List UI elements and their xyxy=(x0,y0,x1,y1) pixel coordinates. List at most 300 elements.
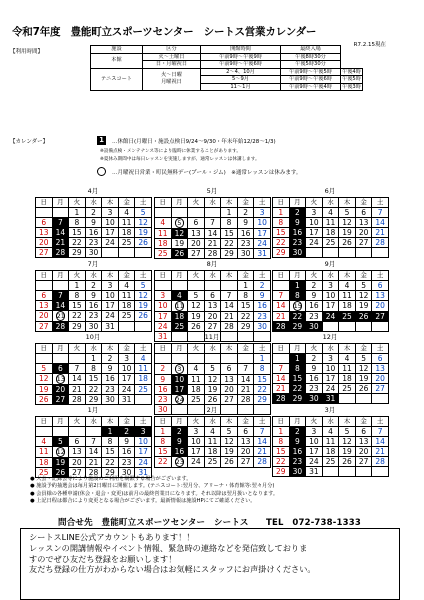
weekday-header: 金 xyxy=(118,271,135,281)
day-cell: 12 xyxy=(339,218,356,228)
day-cell: 16 xyxy=(155,384,172,394)
day-cell: 17 xyxy=(102,301,119,311)
day-cell: 25 xyxy=(339,311,356,321)
day-cell: 2 xyxy=(237,208,254,218)
day-cell: 12 xyxy=(355,364,372,374)
day-cell: 8 xyxy=(289,364,306,374)
day-cell: 3 xyxy=(102,208,119,218)
hours-header: 開館時間 xyxy=(201,46,281,54)
weekday-header: 月 xyxy=(52,417,69,427)
day-cell: 17 xyxy=(155,311,172,321)
day-cell: 9 xyxy=(306,364,323,374)
day-cell: 1 xyxy=(102,427,119,437)
empty-day xyxy=(322,248,339,258)
empty-day xyxy=(306,248,323,258)
empty-day xyxy=(322,467,339,477)
day-cell: 30 xyxy=(306,394,323,404)
day-cell: 4 xyxy=(155,218,172,229)
day-cell: 1 xyxy=(85,354,102,364)
day-cell: 2 xyxy=(289,208,306,218)
day-cell: 7 xyxy=(85,437,102,447)
empty-day xyxy=(36,354,53,364)
month-grid xyxy=(272,270,389,332)
hours-cell: 2～4、10月 xyxy=(201,68,281,76)
day-cell: 22 xyxy=(85,384,102,394)
day-cell: 18 xyxy=(135,374,152,385)
hours-cell: 日・月曜祝日 xyxy=(143,61,201,69)
day-cell: 27 xyxy=(237,457,254,468)
day-cell: 3 xyxy=(102,281,119,291)
day-cell: 15 xyxy=(69,228,86,238)
day-cell: 5 xyxy=(339,208,356,218)
day-cell: 7 xyxy=(237,364,254,375)
weekday-header: 土 xyxy=(372,417,389,427)
day-cell: 23 xyxy=(171,457,188,468)
day-cell: 22 xyxy=(273,457,290,467)
day-cell: 19 xyxy=(188,311,205,321)
month-name: 12月 xyxy=(322,333,338,341)
day-cell: 22 xyxy=(102,457,119,467)
day-cell: 11 xyxy=(339,291,356,301)
day-cell: 7 xyxy=(254,427,271,437)
day-cell: 27 xyxy=(188,248,205,258)
day-cell: 5 xyxy=(355,354,372,364)
empty-day xyxy=(372,321,389,331)
day-cell: 27 xyxy=(355,457,372,467)
empty-day xyxy=(36,281,53,291)
hours-header: 最終入場 xyxy=(281,46,341,54)
day-cell: 16 xyxy=(85,228,102,238)
empty-day xyxy=(36,427,53,437)
day-cell: 10 xyxy=(171,374,188,384)
empty-day xyxy=(36,208,53,218)
day-cell: 5 xyxy=(221,427,238,437)
hours-cell: 午後5時 xyxy=(342,76,361,82)
weekday-header: 土 xyxy=(372,344,389,354)
hours-header: 施設 xyxy=(91,46,143,54)
legend-circle-text: …月曜祝日営業・町民無料デー(プール・ジム) ※通常レッスンは休みます。 xyxy=(112,170,302,176)
day-cell: 28 xyxy=(52,248,69,258)
weekday-header: 水 xyxy=(204,271,221,281)
month-grid xyxy=(35,416,152,478)
day-cell: 2 xyxy=(171,427,188,437)
day-cell: 19 xyxy=(135,301,152,311)
day-cell: 23 xyxy=(85,238,102,248)
day-cell: 10 xyxy=(306,218,323,228)
tennis-kubun-line: 火～日曜 xyxy=(161,72,182,79)
day-cell: 8 xyxy=(254,364,271,375)
month-name: 11月 xyxy=(204,333,220,341)
day-cell: 29 xyxy=(289,321,306,331)
month-grid xyxy=(154,416,271,468)
month-name: 7月 xyxy=(87,260,99,268)
day-cell: 31 xyxy=(155,331,172,341)
day-cell: 28 xyxy=(204,248,221,258)
empty-day xyxy=(204,354,221,364)
day-cell: 27 xyxy=(69,467,86,477)
day-cell: 25 xyxy=(118,238,135,248)
day-cell: 30 xyxy=(102,394,119,404)
weekday-header: 水 xyxy=(204,417,221,427)
weekday-header: 木 xyxy=(339,198,356,208)
hours-cell: 午前9時～午後4時 xyxy=(281,83,341,91)
day-cell: 3 xyxy=(188,427,205,437)
day-cell: 18 xyxy=(322,447,339,457)
day-cell: 8 xyxy=(85,364,102,374)
empty-day xyxy=(155,354,172,364)
weekday-header: 水 xyxy=(85,344,102,354)
day-cell: 26 xyxy=(188,321,205,331)
day-cell: 23 xyxy=(254,311,271,321)
day-cell: 29 xyxy=(289,394,306,404)
day-cell: 10 xyxy=(155,301,172,312)
weekday-header: 火 xyxy=(306,198,323,208)
day-cell: 23 xyxy=(289,238,306,248)
day-cell: 4 xyxy=(339,281,356,291)
day-cell: 8 xyxy=(69,291,86,301)
weekday-header: 木 xyxy=(221,344,238,354)
day-cell: 6 xyxy=(36,218,53,228)
day-cell: 10 xyxy=(322,291,339,301)
hours-cell: 午前9時～午後6時 xyxy=(281,76,341,84)
weekday-header: 日 xyxy=(273,198,290,208)
day-cell: 4 xyxy=(339,354,356,364)
day-cell: 11 xyxy=(36,447,53,458)
hours-cell: 午前9時～午後9時 xyxy=(201,53,281,61)
tennis-kubun-line: 月曜祝日 xyxy=(161,79,182,86)
day-cell: 7 xyxy=(273,364,290,374)
day-cell: 29 xyxy=(273,467,290,477)
day-cell: 22 xyxy=(237,311,254,321)
empty-day xyxy=(237,354,254,364)
empty-day xyxy=(102,248,119,258)
day-cell: 23 xyxy=(118,457,135,467)
day-cell: 14 xyxy=(372,437,389,447)
weekday-header: 日 xyxy=(36,198,53,208)
day-cell: 25 xyxy=(322,238,339,248)
day-cell: 24 xyxy=(155,321,172,331)
weekday-header: 金 xyxy=(118,417,135,427)
day-cell: 11 xyxy=(118,291,135,301)
weekday-header: 土 xyxy=(372,271,389,281)
weekday-header: 火 xyxy=(188,198,205,208)
day-cell: 11 xyxy=(322,437,339,447)
empty-day xyxy=(355,321,372,331)
day-cell: 17 xyxy=(135,447,152,458)
hours-cell: 11～1月 xyxy=(201,83,281,91)
day-cell: 3 xyxy=(254,208,271,218)
weekday-header: 土 xyxy=(135,344,152,354)
day-cell: 14 xyxy=(273,374,290,384)
month-name: 1月 xyxy=(87,406,99,414)
day-cell: 13 xyxy=(372,364,389,374)
day-cell: 17 xyxy=(171,384,188,394)
day-cell: 14 xyxy=(69,374,86,385)
day-cell: 14 xyxy=(52,301,69,311)
day-cell: 31 xyxy=(254,248,271,258)
day-cell: 12 xyxy=(339,437,356,447)
weekday-header: 日 xyxy=(36,271,53,281)
day-cell: 1 xyxy=(69,208,86,218)
weekday-header: 金 xyxy=(355,198,372,208)
day-cell: 2 xyxy=(306,354,323,364)
day-cell: 22 xyxy=(155,457,172,468)
day-cell: 16 xyxy=(102,374,119,385)
month-name: 3月 xyxy=(324,406,336,414)
day-cell: 30 xyxy=(289,248,306,258)
weekday-header: 火 xyxy=(306,417,323,427)
empty-day xyxy=(339,467,356,477)
month-name: 10月 xyxy=(85,333,101,341)
day-cell: 21 xyxy=(372,228,389,238)
weekday-header: 木 xyxy=(339,417,356,427)
day-cell: 7 xyxy=(372,427,389,437)
facility-name: テニスコート xyxy=(91,68,143,91)
facility-name: 本館 xyxy=(91,53,143,68)
page-title: 令和7年度 豊能町立スポーツセンター シートス営業カレンダー xyxy=(12,26,317,38)
day-cell: 21 xyxy=(85,457,102,467)
day-cell: 13 xyxy=(188,228,205,238)
weekday-header: 火 xyxy=(69,198,86,208)
day-cell: 15 xyxy=(85,374,102,385)
day-cell: 11 xyxy=(118,218,135,228)
day-cell: 13 xyxy=(355,437,372,447)
day-cell: 25 xyxy=(135,384,152,394)
day-cell: 27 xyxy=(36,321,53,331)
day-cell: 28 xyxy=(273,394,290,404)
day-cell: 14 xyxy=(204,228,221,238)
day-cell: 12 xyxy=(135,218,152,228)
day-cell: 28 xyxy=(237,394,254,405)
day-cell: 13 xyxy=(372,291,389,301)
empty-day xyxy=(188,208,205,218)
day-cell: 10 xyxy=(254,218,271,229)
day-cell: 9 xyxy=(289,218,306,228)
day-cell: 11 xyxy=(322,218,339,228)
weekday-header: 日 xyxy=(273,344,290,354)
day-cell: 8 xyxy=(273,218,290,228)
day-cell: 2 xyxy=(306,281,323,291)
day-cell: 19 xyxy=(355,301,372,312)
footnote: ● 施設予約抽選会は毎月第2日曜日に開催します。(テニスコート:翌月分、アリーナ・体育館等:翌々月分) xyxy=(30,483,275,490)
day-cell: 21 xyxy=(372,447,389,457)
weekday-header: 木 xyxy=(102,271,119,281)
footnote: ● 大会・記録会等により施設のご利用を制限する場合がございます。 xyxy=(30,476,192,482)
day-cell: 29 xyxy=(237,321,254,331)
weekday-header: 金 xyxy=(355,344,372,354)
day-cell: 15 xyxy=(254,374,271,384)
day-cell: 21 xyxy=(221,311,238,321)
day-cell: 8 xyxy=(69,218,86,228)
day-cell: 26 xyxy=(36,394,53,404)
empty-day xyxy=(204,208,221,218)
day-cell: 2 xyxy=(118,427,135,437)
empty-day xyxy=(52,354,69,364)
day-cell: 21 xyxy=(237,384,254,394)
day-cell: 16 xyxy=(306,374,323,384)
month-grid xyxy=(272,416,389,477)
day-cell: 30 xyxy=(306,321,323,331)
day-cell: 20 xyxy=(372,301,389,312)
day-cell: 15 xyxy=(237,301,254,312)
day-cell: 24 xyxy=(135,457,152,467)
day-cell: 9 xyxy=(237,218,254,229)
legend-closed-swatch: 1 xyxy=(97,136,106,145)
hours-header: 区分 xyxy=(143,46,201,54)
day-cell: 1 xyxy=(237,281,254,291)
empty-day xyxy=(372,467,389,477)
day-cell: 6 xyxy=(372,354,389,364)
day-cell: 2 xyxy=(85,281,102,291)
weekday-header: 土 xyxy=(254,417,271,427)
day-cell: 26 xyxy=(355,311,372,321)
empty-day xyxy=(135,394,152,404)
day-cell: 7 xyxy=(52,291,69,301)
day-cell: 21 xyxy=(254,447,271,457)
day-cell: 1 xyxy=(289,281,306,291)
weekday-header: 日 xyxy=(155,417,172,427)
day-cell: 21 xyxy=(204,238,221,248)
day-cell: 30 xyxy=(254,321,271,331)
weekday-header: 水 xyxy=(85,417,102,427)
empty-day xyxy=(372,248,389,258)
day-cell: 23 xyxy=(155,394,172,405)
calendar-section-label: 【カレンダー】 xyxy=(10,139,49,145)
day-cell: 3 xyxy=(118,354,135,364)
hours-cell xyxy=(143,68,201,91)
day-cell: 21 xyxy=(273,311,290,321)
weekday-header: 土 xyxy=(254,344,271,354)
weekday-header: 土 xyxy=(135,271,152,281)
day-cell: 18 xyxy=(339,374,356,384)
day-cell: 5 xyxy=(171,218,188,229)
day-cell: 3 xyxy=(306,208,323,218)
hours-table xyxy=(90,45,363,91)
day-cell: 4 xyxy=(188,364,205,375)
day-cell: 19 xyxy=(339,447,356,457)
day-cell: 15 xyxy=(273,447,290,457)
weekday-header: 土 xyxy=(372,198,389,208)
day-cell: 11 xyxy=(188,374,205,384)
day-cell: 7 xyxy=(273,291,290,301)
day-cell: 19 xyxy=(339,228,356,238)
day-cell: 22 xyxy=(69,238,86,248)
day-cell: 3 xyxy=(135,427,152,437)
month-grid xyxy=(154,270,271,342)
day-cell: 29 xyxy=(85,394,102,404)
weekday-header: 火 xyxy=(69,344,86,354)
day-cell: 26 xyxy=(339,238,356,248)
day-cell: 23 xyxy=(289,457,306,467)
weekday-header: 木 xyxy=(221,198,238,208)
day-cell: 8 xyxy=(237,291,254,301)
day-cell: 12 xyxy=(36,374,53,385)
day-cell: 4 xyxy=(322,208,339,218)
day-cell: 12 xyxy=(135,291,152,301)
day-cell: 29 xyxy=(221,248,238,258)
day-cell: 25 xyxy=(36,467,53,477)
empty-day xyxy=(322,321,339,331)
day-cell: 11 xyxy=(339,364,356,374)
day-cell: 17 xyxy=(322,301,339,312)
month-name: 5月 xyxy=(206,187,218,195)
footnote: ● 会員様の各種申請(休会・退会・変更)は前月の最終営業日になります。それ以降は翌月扱いとなります。 xyxy=(30,490,279,497)
day-cell: 9 xyxy=(289,437,306,447)
day-cell: 27 xyxy=(372,311,389,321)
day-cell: 4 xyxy=(118,281,135,291)
weekday-header: 月 xyxy=(52,344,69,354)
empty-day xyxy=(339,248,356,258)
day-cell: 17 xyxy=(322,374,339,384)
weekday-header: 月 xyxy=(171,417,188,427)
weekday-header: 水 xyxy=(322,271,339,281)
day-cell: 16 xyxy=(289,228,306,238)
day-cell: 10 xyxy=(135,437,152,447)
day-cell: 28 xyxy=(52,321,69,331)
day-cell: 4 xyxy=(135,354,152,364)
weekday-header: 金 xyxy=(355,271,372,281)
day-cell: 10 xyxy=(188,437,205,447)
day-cell: 24 xyxy=(118,384,135,394)
day-cell: 18 xyxy=(36,457,53,467)
day-cell: 23 xyxy=(306,384,323,394)
day-cell: 18 xyxy=(188,384,205,394)
day-cell: 5 xyxy=(204,364,221,375)
day-cell: 17 xyxy=(188,447,205,457)
day-cell: 24 xyxy=(322,384,339,394)
day-cell: 27 xyxy=(36,248,53,258)
day-cell: 18 xyxy=(118,228,135,238)
day-cell: 22 xyxy=(69,311,86,322)
weekday-header: 月 xyxy=(171,198,188,208)
day-cell: 3 xyxy=(322,281,339,291)
day-cell: 8 xyxy=(102,437,119,447)
day-cell: 30 xyxy=(85,321,102,331)
day-cell: 24 xyxy=(188,457,205,468)
month-name: 6月 xyxy=(324,187,336,195)
month-grid xyxy=(272,343,389,404)
day-cell: 31 xyxy=(102,321,119,331)
month-grid xyxy=(35,270,152,332)
weekday-header: 木 xyxy=(221,417,238,427)
day-cell: 9 xyxy=(85,218,102,228)
empty-day xyxy=(188,354,205,364)
line-message-line: すのでぜひ友だち登録をお願いします！ xyxy=(29,553,177,564)
legend-circle-swatch xyxy=(97,167,106,176)
day-cell: 28 xyxy=(254,457,271,468)
day-cell: 22 xyxy=(254,384,271,394)
weekday-header: 火 xyxy=(69,417,86,427)
empty-day xyxy=(85,427,102,437)
day-cell: 15 xyxy=(289,301,306,312)
weekday-header: 土 xyxy=(254,198,271,208)
day-cell: 21 xyxy=(52,311,69,322)
day-cell: 19 xyxy=(52,457,69,467)
day-cell: 5 xyxy=(135,281,152,291)
day-cell: 27 xyxy=(221,394,238,405)
day-cell: 7 xyxy=(69,364,86,374)
empty-day xyxy=(355,394,372,404)
empty-day xyxy=(155,281,172,291)
weekday-header: 土 xyxy=(135,417,152,427)
day-cell: 28 xyxy=(69,394,86,404)
legend-note: ※夏休み期間中は毎日レッスンを実施しますが、通常レッスンは休講します。 xyxy=(100,157,260,162)
day-cell: 18 xyxy=(339,301,356,312)
day-cell: 14 xyxy=(372,218,389,228)
month-name: 4月 xyxy=(87,187,99,195)
day-cell: 16 xyxy=(237,228,254,238)
day-cell: 22 xyxy=(221,238,238,248)
